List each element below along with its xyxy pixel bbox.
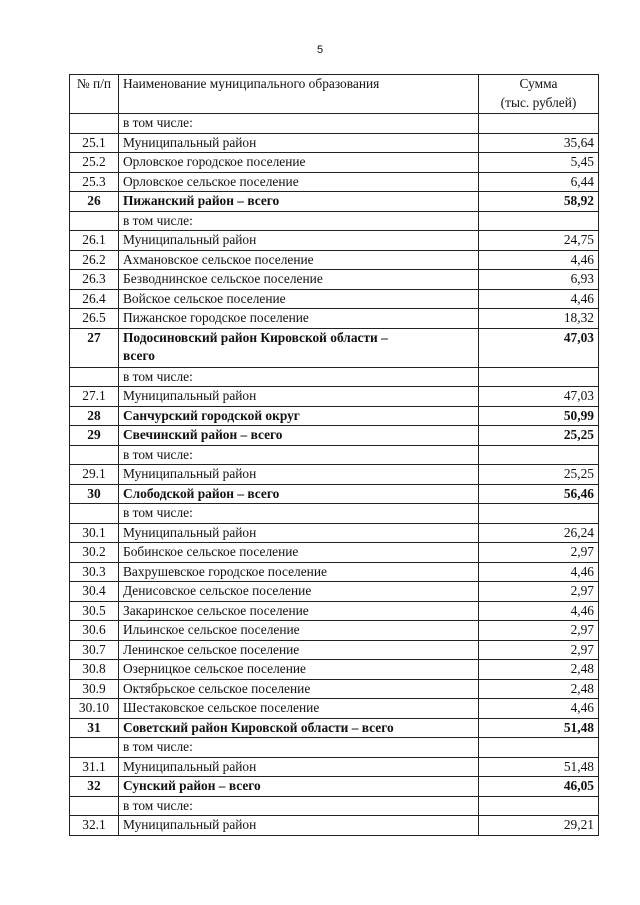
- row-name: в том числе:: [119, 445, 479, 465]
- table-row: [70, 465, 599, 485]
- row-sum: 56,46: [479, 484, 599, 504]
- row-sum: 2,48: [479, 679, 599, 699]
- column-header-sum: [479, 75, 599, 114]
- table-row-total: [70, 192, 599, 212]
- table-row: [70, 309, 599, 329]
- row-name-line2: всего: [123, 348, 155, 363]
- table-row: [70, 699, 599, 719]
- row-name: в том числе:: [119, 738, 479, 758]
- row-number: 30.5: [70, 601, 119, 621]
- row-name: в том числе:: [119, 367, 479, 387]
- row-number: 29: [70, 426, 119, 446]
- row-number: 27.1: [70, 387, 119, 407]
- row-name: в том числе:: [119, 504, 479, 524]
- row-name: Пижанский район – всего: [119, 192, 479, 212]
- row-name: Бобинское сельское поселение: [119, 543, 479, 563]
- row-sum: 24,75: [479, 231, 599, 251]
- row-name: Муниципальный район: [119, 133, 479, 153]
- row-number: 25.3: [70, 172, 119, 192]
- row-number: [70, 504, 119, 524]
- row-name: Октябрьское сельское поселение: [119, 679, 479, 699]
- row-sum: 46,05: [479, 777, 599, 797]
- row-number: 26.5: [70, 309, 119, 329]
- table-row-total: [70, 406, 599, 426]
- row-sum: 26,24: [479, 523, 599, 543]
- row-sum: 2,97: [479, 621, 599, 641]
- row-number: 26.2: [70, 250, 119, 270]
- row-number: 30.7: [70, 640, 119, 660]
- row-sum: [479, 796, 599, 816]
- row-number: 30.2: [70, 543, 119, 563]
- table-row: [70, 270, 599, 290]
- row-sum: [479, 504, 599, 524]
- row-number: [70, 367, 119, 387]
- row-name: Ильинское сельское поселение: [119, 621, 479, 641]
- row-sum: 2,97: [479, 582, 599, 602]
- table-row: [70, 367, 599, 387]
- row-number: 31.1: [70, 757, 119, 777]
- row-name: Войское сельское поселение: [119, 289, 479, 309]
- row-name: Слободской район – всего: [119, 484, 479, 504]
- row-sum: 6,44: [479, 172, 599, 192]
- row-sum: [479, 738, 599, 758]
- row-number: 30: [70, 484, 119, 504]
- column-header-name: Наименование муниципального образования: [119, 75, 479, 114]
- row-sum: 50,99: [479, 406, 599, 426]
- row-sum: 2,97: [479, 543, 599, 563]
- row-sum: 4,46: [479, 250, 599, 270]
- row-sum: 4,46: [479, 289, 599, 309]
- table-row: [70, 816, 599, 836]
- row-sum: 2,48: [479, 660, 599, 680]
- row-name: Муниципальный район: [119, 816, 479, 836]
- row-sum: [479, 211, 599, 231]
- table-row: [70, 387, 599, 407]
- table-row: [70, 445, 599, 465]
- row-name: Безводнинское сельское поселение: [119, 270, 479, 290]
- table-row: [70, 114, 599, 134]
- row-name: Муниципальный район: [119, 231, 479, 251]
- row-sum: 47,03: [479, 387, 599, 407]
- row-number: [70, 445, 119, 465]
- column-header-number: № п/п: [70, 75, 119, 114]
- budget-table: [69, 74, 599, 836]
- row-number: 26.1: [70, 231, 119, 251]
- table-row: [70, 231, 599, 251]
- row-number: 26.3: [70, 270, 119, 290]
- table-row: [70, 211, 599, 231]
- row-name: Муниципальный район: [119, 757, 479, 777]
- row-name: Муниципальный район: [119, 523, 479, 543]
- row-number: 28: [70, 406, 119, 426]
- row-name: Орловское сельское поселение: [119, 172, 479, 192]
- row-name-line1: Подосиновский район Кировской области –: [123, 329, 388, 345]
- row-number: 32.1: [70, 816, 119, 836]
- row-number: 26.4: [70, 289, 119, 309]
- table-row-total: [70, 484, 599, 504]
- table-row-total: [70, 328, 599, 367]
- table-row: [70, 757, 599, 777]
- row-sum: 2,97: [479, 640, 599, 660]
- row-name: Пижанское городское поселение: [119, 309, 479, 329]
- row-number: 26: [70, 192, 119, 212]
- table-row: [70, 796, 599, 816]
- row-number: 30.8: [70, 660, 119, 680]
- row-sum: 25,25: [479, 465, 599, 485]
- table-row: [70, 289, 599, 309]
- row-sum: [479, 114, 599, 134]
- table-row: [70, 562, 599, 582]
- row-number: 30.9: [70, 679, 119, 699]
- table-header-row: [70, 75, 599, 114]
- row-sum: [479, 367, 599, 387]
- row-number: 32: [70, 777, 119, 797]
- row-name: Закаринское сельское поселение: [119, 601, 479, 621]
- table-row-total: [70, 426, 599, 446]
- page-number: 5: [316, 44, 324, 56]
- row-sum: 47,03: [479, 328, 599, 367]
- row-sum: 29,21: [479, 816, 599, 836]
- row-name: Озерницкое сельское поселение: [119, 660, 479, 680]
- column-header-sum-line1: Сумма: [519, 76, 558, 91]
- row-sum: 4,46: [479, 562, 599, 582]
- row-number: 29.1: [70, 465, 119, 485]
- row-sum: [479, 445, 599, 465]
- row-name: Шестаковское сельское поселение: [119, 699, 479, 719]
- row-name: Денисовское сельское поселение: [119, 582, 479, 602]
- row-number: [70, 738, 119, 758]
- table-row-total: [70, 777, 599, 797]
- row-name: в том числе:: [119, 211, 479, 231]
- row-sum: 4,46: [479, 699, 599, 719]
- row-number: 31: [70, 718, 119, 738]
- row-name: в том числе:: [119, 114, 479, 134]
- table-row: [70, 582, 599, 602]
- row-name: в том числе:: [119, 796, 479, 816]
- row-number: 30.4: [70, 582, 119, 602]
- row-sum: 51,48: [479, 718, 599, 738]
- row-sum: 4,46: [479, 601, 599, 621]
- row-number: 30.1: [70, 523, 119, 543]
- row-name: Муниципальный район: [119, 387, 479, 407]
- row-sum: 51,48: [479, 757, 599, 777]
- row-name: Муниципальный район: [119, 465, 479, 485]
- row-name: Санчурский городской округ: [119, 406, 479, 426]
- row-name: Ленинское сельское поселение: [119, 640, 479, 660]
- table-row: [70, 250, 599, 270]
- row-number: 30.3: [70, 562, 119, 582]
- table-row: [70, 172, 599, 192]
- table-row-total: [70, 718, 599, 738]
- row-sum: 5,45: [479, 153, 599, 173]
- row-number: [70, 114, 119, 134]
- table-row: [70, 679, 599, 699]
- row-sum: 18,32: [479, 309, 599, 329]
- row-number: [70, 211, 119, 231]
- row-number: 30.6: [70, 621, 119, 641]
- row-number: 30.10: [70, 699, 119, 719]
- row-name: Вахрушевское городское поселение: [119, 562, 479, 582]
- row-name: Орловское городское поселение: [119, 153, 479, 173]
- row-sum: 25,25: [479, 426, 599, 446]
- table-row: [70, 640, 599, 660]
- table-row: [70, 133, 599, 153]
- row-number: 27: [70, 328, 119, 367]
- row-sum: 58,92: [479, 192, 599, 212]
- row-name: Советский район Кировской области – всего: [119, 718, 479, 738]
- table-row: [70, 621, 599, 641]
- row-name: Свечинский район – всего: [119, 426, 479, 446]
- row-number: 25.1: [70, 133, 119, 153]
- table-row: [70, 504, 599, 524]
- table-row: [70, 738, 599, 758]
- row-name: Ахмановское сельское поселение: [119, 250, 479, 270]
- row-sum: 6,93: [479, 270, 599, 290]
- row-sum: 35,64: [479, 133, 599, 153]
- row-number: 25.2: [70, 153, 119, 173]
- row-name: Сунский район – всего: [119, 777, 479, 797]
- table-row: [70, 153, 599, 173]
- table-row: [70, 523, 599, 543]
- table-row: [70, 660, 599, 680]
- row-name: [119, 328, 479, 367]
- column-header-sum-line2: (тыс. рублей): [500, 94, 577, 110]
- table-row: [70, 601, 599, 621]
- table-row: [70, 543, 599, 563]
- row-number: [70, 796, 119, 816]
